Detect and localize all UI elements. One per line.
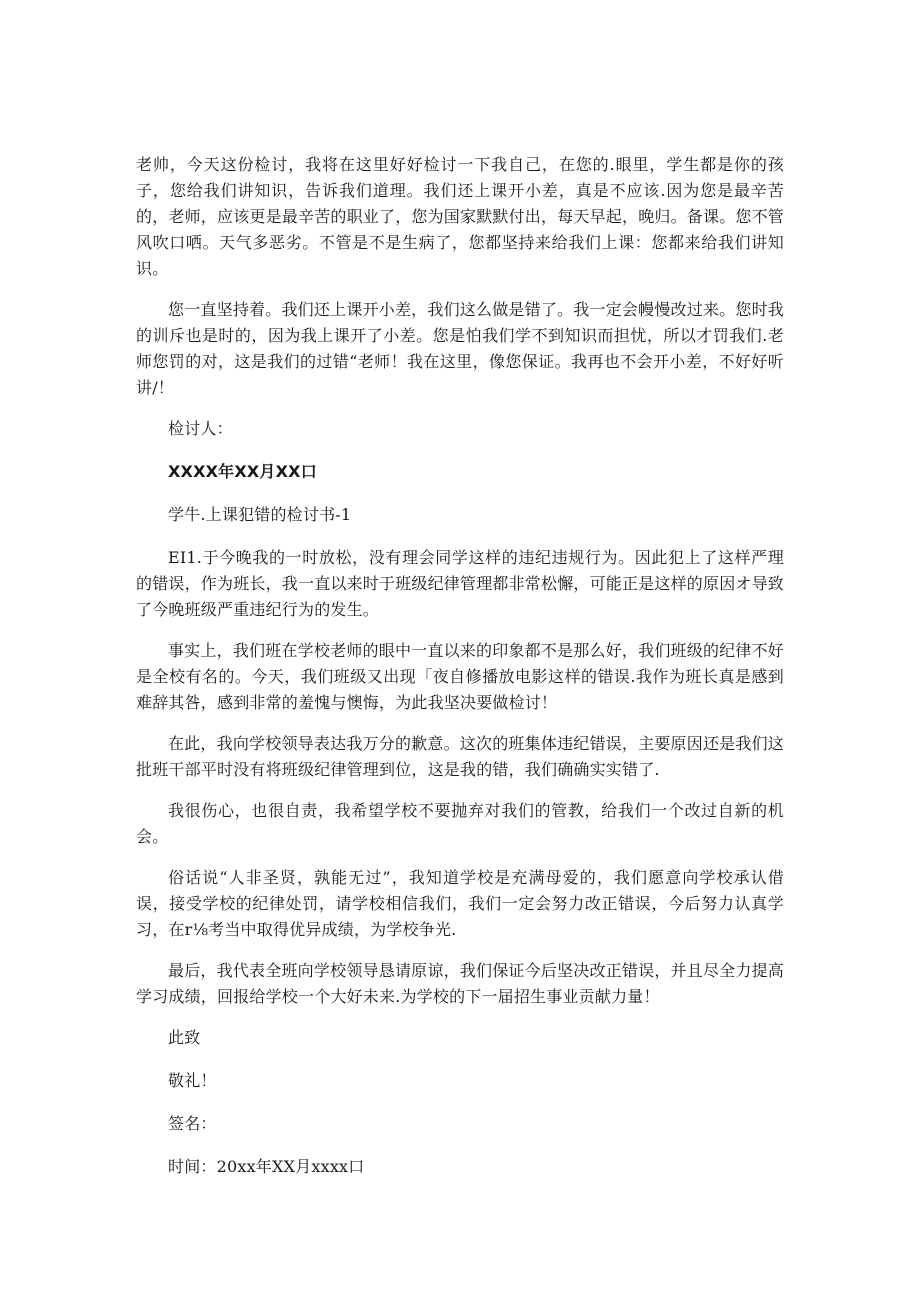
document-body: [136, 152, 784, 1197]
section-title: 学牛.上课犯错的检讨书-1: [168, 505, 352, 524]
paragraph-class-reputation: 事实上，我们班在学校老师的眼中一直以来的印象都不是那么好，我们班级的纪律不好是全校有名的。今天，我们班级又出现「夜自修播放电影这样的错误.我作为班长真是感到难辞其咎，感到非常的羞愧与懊悔，为此我坚决要做检讨！: [136, 641, 784, 712]
time-text: 时间：20xx年XX月xxxx口: [168, 1157, 365, 1176]
paragraph-monitor-reflection: EI1.于今晚我的一时放松，没有理会同学这样的违纪违规行为。因此犯上了这样严理的错误，作为班长，我一直以来时于班级纪律管理都非常松懈，可能正是这样的原因オ导致了今晚班级严重违纪行为的发生。: [136, 548, 785, 619]
signature-label: 签名：: [168, 1114, 217, 1133]
closing-regards: 敬礼！: [168, 1071, 217, 1090]
paragraph-regret: 我很伤心，也很自责，我希望学校不要抛弃对我们的管教，给我们一个改过自新的机会。: [136, 801, 784, 846]
date-placeholder: XXXX年XX月XX口: [168, 462, 317, 481]
paragraph-conclusion: 最后，我代表全班向学校领导恳请原谅，我们保证今后坚决改正错误，并且尽全力提高学习成绩，回报给学校一个大好未来.为学校的下一届招生事业贡献力量！: [136, 961, 784, 1006]
time-line: [136, 1154, 784, 1180]
paragraph-apology-intro: 老帅，今天这份检讨，我将在这里好好检讨一下我自己，在您的.眼里，学生都是你的孩子，您给我们讲知识，告诉我们道理。我们还上课开小差，真是不应该.因为您是最辛苦的，老师，应该更是最辛苦的职业了，您为国家默默付出，每天早起，晚归。备课。您不管风吹口哂。天气多恶劣。不管是不是生病了，您都坚持来给我们上课：您都来给我们讲知识。: [136, 155, 785, 278]
paragraph-proverb: 俗话说“人非圣贤，孰能无过”，我知道学校是充满母爱的，我们愿意向学校承认借误，接受学校的纪律处罚，请学校相信我们，我们一定会努力改正错误，今后努力认真学习，在r⅛考当中取得优异成绩，为学校争光.: [136, 868, 784, 939]
paragraph-promise: 您一直坚持着。我们还上课开小差，我们这么做是错了。我一定会幔慢改过来。您时我的训斥也是时的，因为我上课开了小差。您是怕我们学不到知识而担忧，所以才罚我们.老师您罚的对，这是我们的过错“老师！我在这里，像您保证。我再也不会开小差，不好好听讲/！: [136, 300, 784, 397]
paragraph-apology-school: 在此，我向学校领导表达我万分的歉意。这次的班集体违纪错误，主要原因还是我们这批班干部平时没有将班级纪律管理到位，这是我的错，我们确确实实错了.: [136, 734, 784, 779]
closing-salutation: 此致: [168, 1028, 201, 1047]
signer-label: 检讨人：: [168, 419, 233, 438]
